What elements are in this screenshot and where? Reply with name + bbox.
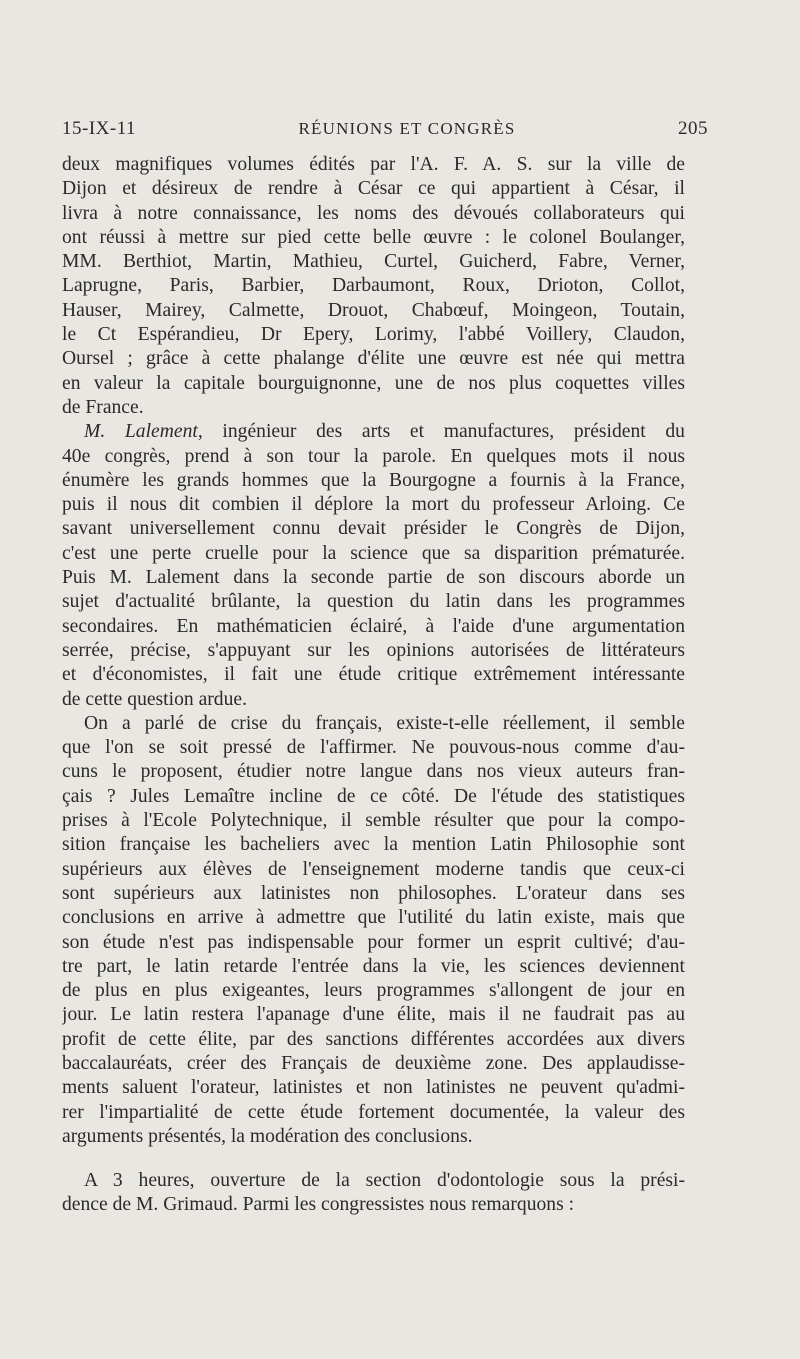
text-line: Oursel ; grâce à cette phalange d'élite une œuvre est née qui mettra xyxy=(62,348,685,370)
text-line: profit de cette élite, par des sanctions différentes accordées aux divers xyxy=(62,1028,685,1050)
text-line: rer l'impartialité de cette étude fortement documentée, la valeur des xyxy=(62,1101,685,1123)
text-line: livra à notre connaissance, les noms des dévoués collaborateurs qui xyxy=(62,202,685,224)
text-line: baccalauréats, créer des Français de deuxième zone. Des applaudisse- xyxy=(62,1052,685,1074)
section-gap xyxy=(62,1149,685,1169)
text-line: ments saluent l'orateur, latinistes et non latinistes ne peuvent qu'admi- xyxy=(62,1077,685,1099)
issue-date: 15-IX-11 xyxy=(62,118,136,139)
paragraph-4 xyxy=(62,1169,685,1218)
text-line: MM. Berthiot, Martin, Mathieu, Curtel, Guicherd, Fabre, Verner, xyxy=(62,251,685,273)
text-line: supérieurs aux élèves de l'enseignement moderne tandis que ceux-ci xyxy=(62,858,685,880)
text-line: Puis M. Lalement dans la seconde partie de son discours aborde un xyxy=(62,567,685,589)
text-line: Hauser, Mairey, Calmette, Drouot, Chabœuf, Moingeon, Toutain, xyxy=(62,299,685,321)
text-line: conclusions en arrive à admettre que l'utilité du latin existe, mais que xyxy=(62,907,685,929)
text-line: 40e congrès, prend à son tour la parole. En quelques mots il nous xyxy=(62,445,685,467)
text-line: Laprugne, Paris, Barbier, Darbaumont, Roux, Drioton, Collot, xyxy=(62,275,685,297)
text-line: c'est une perte cruelle pour la science que sa disparition prématurée. xyxy=(62,542,685,564)
text-line: deux magnifiques volumes édités par l'A. F. A. S. sur la ville de xyxy=(62,154,685,175)
text-line: savant universellement connu devait présider le Congrès de Dijon, xyxy=(62,518,685,540)
text-line: en valeur la capitale bourguignonne, une de nos plus coquettes villes xyxy=(62,372,685,394)
text-line: de cette question ardue. xyxy=(62,688,247,710)
body-text xyxy=(62,153,685,1218)
text-line: son étude n'est pas indispensable pour former un esprit cultivé; d'au- xyxy=(62,931,685,953)
text-line: de France. xyxy=(62,396,144,418)
text-line: arguments présentés, la modération des conclusions. xyxy=(62,1125,473,1147)
speaker-name: M. Lalement, xyxy=(84,421,203,443)
paragraph-3 xyxy=(62,712,685,1149)
text-line: çais ? Jules Lemaître incline de ce côté. De l'étude des statistiques xyxy=(62,785,685,807)
text-line: serrée, précise, s'appuyant sur les opinions autorisées de littérateurs xyxy=(62,639,685,661)
page-header xyxy=(62,118,708,140)
text-line: Dijon et désireux de rendre à César ce qui appartient à César, il xyxy=(62,178,685,200)
text-line: que l'on se soit pressé de l'affirmer. Ne pouvous-nous comme d'au- xyxy=(62,737,685,759)
text-line: On a parlé de crise du français, existe-t-elle réellement, il semble xyxy=(84,712,685,734)
text-line: énumère les grands hommes que la Bourgogne a fournis à la France, xyxy=(62,469,685,491)
text-line: tre part, le latin retarde l'entrée dans la vie, les sciences deviennent xyxy=(62,955,685,977)
page-number: 205 xyxy=(678,118,708,139)
text-line: prises à l'Ecole Polytechnique, il semble résulter que pour la compo- xyxy=(62,810,685,832)
text-line: puis il nous dit combien il déplore la mort du professeur Arloing. Ce xyxy=(62,494,685,516)
paragraph-2 xyxy=(62,420,685,712)
text-line xyxy=(62,420,685,444)
text-line: dence de M. Grimaud. Parmi les congressistes nous remarquons : xyxy=(62,1194,575,1216)
text-line-rest: ingénieur des arts et manufactures, président du xyxy=(202,421,685,443)
running-title: RÉUNIONS ET CONGRÈS xyxy=(298,119,516,138)
text-line: ont réussi à mettre sur pied cette belle œuvre : le colonel Boulanger, xyxy=(62,226,685,248)
text-line: secondaires. En mathématicien éclairé, à l'aide d'une argumentation xyxy=(62,615,685,637)
text-line: sition française les bacheliers avec la mention Latin Philosophie sont xyxy=(62,834,685,856)
text-line: de plus en plus exigeantes, leurs programmes s'allongent de jour en xyxy=(62,980,685,1002)
text-line: sont supérieurs aux latinistes non philosophes. L'orateur dans ses xyxy=(62,882,685,904)
text-line: cuns le proposent, étudier notre langue dans nos vieux auteurs fran- xyxy=(62,761,685,783)
paragraph-1 xyxy=(62,153,685,420)
text-line: A 3 heures, ouverture de la section d'odontologie sous la prési- xyxy=(84,1170,685,1192)
text-line: jour. Le latin restera l'apanage d'une élite, mais il ne faudrait pas au xyxy=(62,1004,685,1026)
text-line: et d'économistes, il fait une étude critique extrêmement intéressante xyxy=(62,664,685,686)
text-line: sujet d'actualité brûlante, la question du latin dans les programmes xyxy=(62,591,685,613)
text-line: le Ct Espérandieu, Dr Epery, Lorimy, l'abbé Voillery, Claudon, xyxy=(62,324,685,346)
